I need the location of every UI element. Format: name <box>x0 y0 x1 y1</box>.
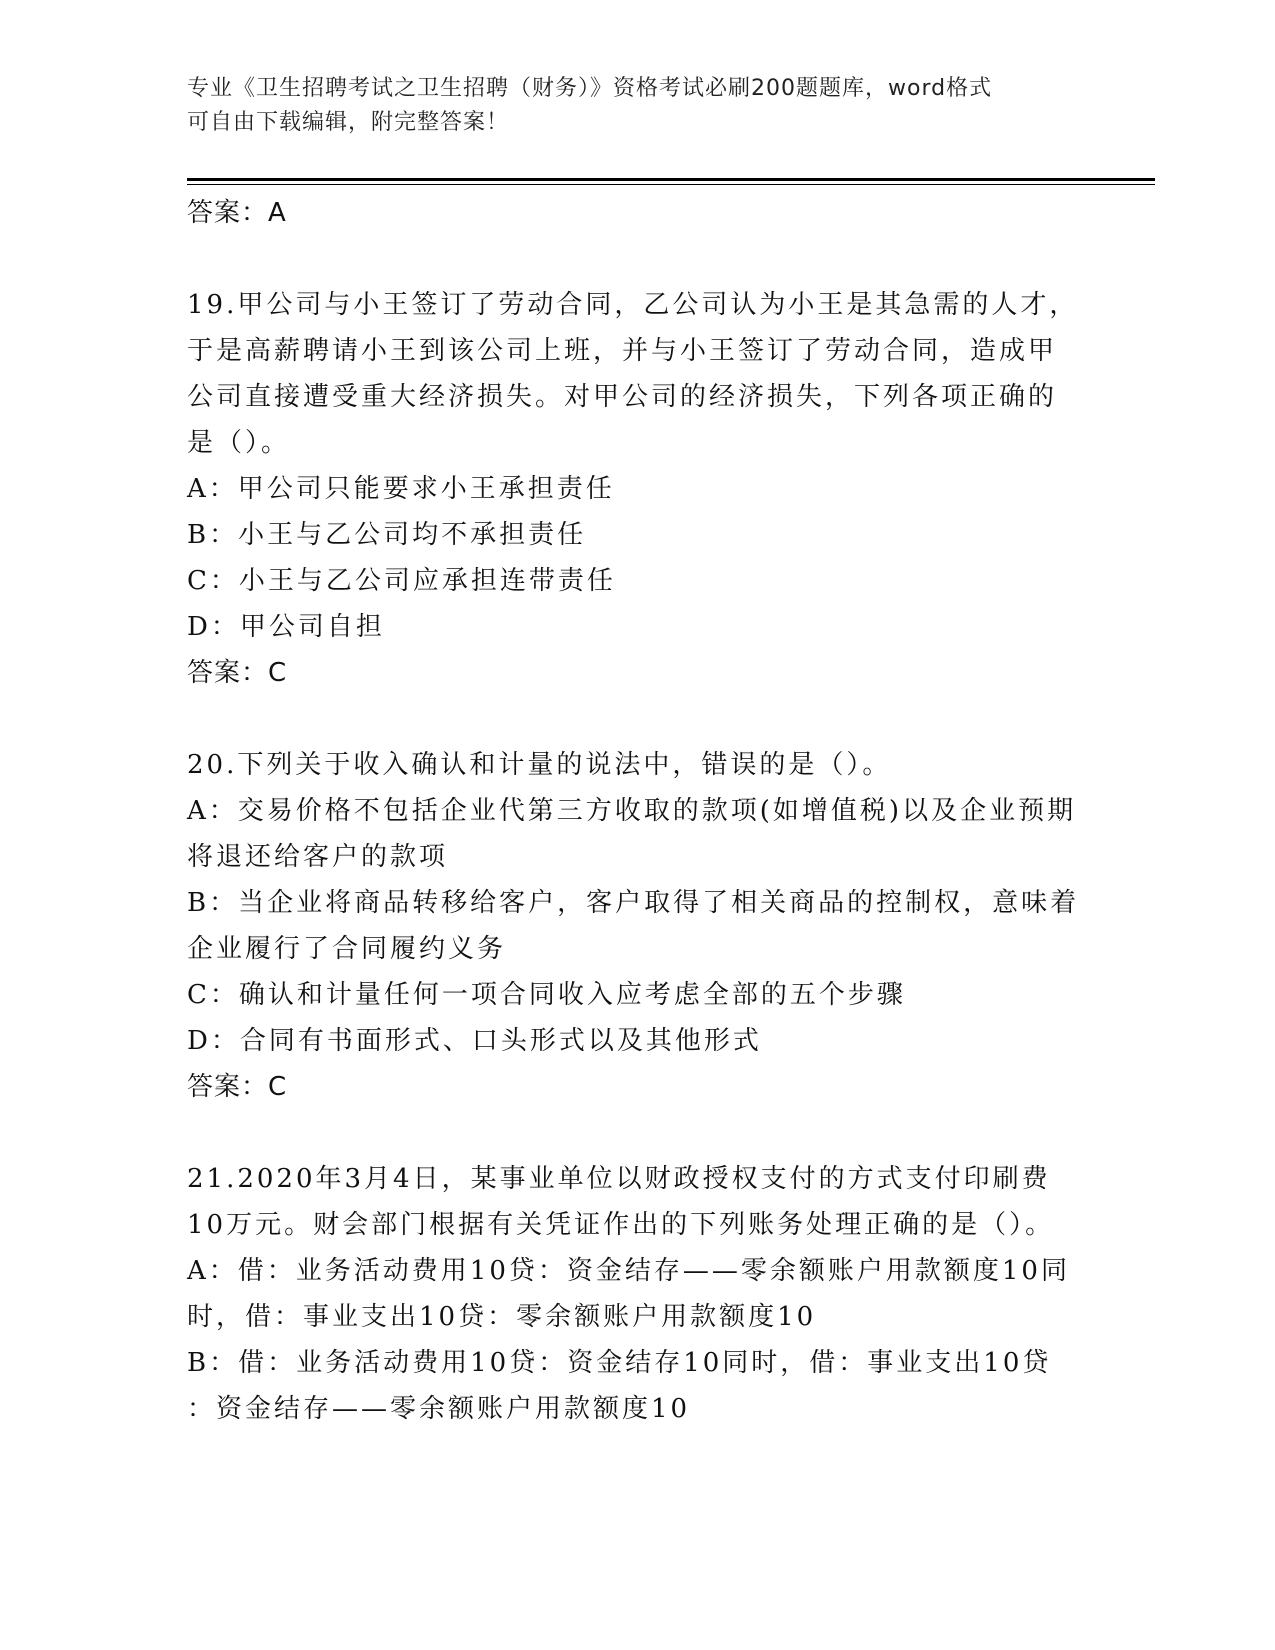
option-b: B：小王与乙公司均不承担责任 <box>187 520 587 550</box>
question-text-line: 于是高薪聘请小王到该公司上班，并与小王签订了劳动合同，造成甲 <box>187 336 1058 366</box>
spacer <box>187 1110 1087 1156</box>
option-a: A：甲公司只能要求小王承担责任 <box>187 474 615 504</box>
option-b: B：当企业将商品转移给客户，客户取得了相关商品的控制权，意味着 <box>187 888 1080 918</box>
header-divider-thin <box>187 184 1155 185</box>
question-text-line: 是（）。 <box>187 428 291 458</box>
question-text-line: 10万元。财会部门根据有关凭证作出的下列账务处理正确的是（）。 <box>187 1210 1055 1240</box>
option-c: C：小王与乙公司应承担连带责任 <box>187 566 616 596</box>
option-a: A：借：业务活动费用10贷：资金结存——零余额账户用款额度10同 <box>187 1256 1070 1286</box>
option-c: C：确认和计量任何一项合同收入应考虑全部的五个步骤 <box>187 980 906 1010</box>
question-19 <box>187 282 1087 696</box>
option-b-continued: 企业履行了合同履约义务 <box>187 934 507 964</box>
option-a: A：交易价格不包括企业代第三方收取的款项(如增值税)以及企业预期 <box>187 796 1077 826</box>
question-text-line: 20.下列关于收入确认和计量的说法中，错误的是（）。 <box>187 750 892 780</box>
option-b-continued: ：资金结存——零余额账户用款额度10 <box>187 1394 691 1424</box>
document-body <box>187 190 1087 1432</box>
header-divider-thick <box>187 178 1155 181</box>
header-line-1: 专业《卫生招聘考试之卫生招聘（财务）》资格考试必刷200题题库，word格式 <box>187 76 993 101</box>
page-header <box>187 72 1087 140</box>
answer-q20: 答案：C <box>187 1072 288 1102</box>
option-b: B：借：业务活动费用10贷：资金结存10同时，借：事业支出10贷 <box>187 1348 1052 1378</box>
spacer <box>187 236 1087 282</box>
option-d: D：甲公司自担 <box>187 612 385 642</box>
header-line-2: 可自由下载编辑，附完整答案！ <box>187 110 510 135</box>
option-a-continued: 将退还给客户的款项 <box>187 842 449 872</box>
answer-q19: 答案：C <box>187 658 288 688</box>
answer-q18: 答案：A <box>187 198 287 228</box>
spacer <box>187 696 1087 742</box>
question-text-line: 21.2020年3月4日，某事业单位以财政授权支付的方式支付印刷费 <box>187 1164 1051 1194</box>
question-21 <box>187 1156 1087 1432</box>
question-text-line: 公司直接遭受重大经济损失。对甲公司的经济损失，下列各项正确的 <box>187 382 1058 412</box>
option-a-continued: 时，借：事业支出10贷：零余额账户用款额度10 <box>187 1302 817 1332</box>
question-20 <box>187 742 1087 1110</box>
question-text-line: 19.甲公司与小王签订了劳动合同，乙公司认为小王是其急需的人才， <box>187 290 1079 320</box>
option-d: D：合同有书面形式、口头形式以及其他形式 <box>187 1026 762 1056</box>
